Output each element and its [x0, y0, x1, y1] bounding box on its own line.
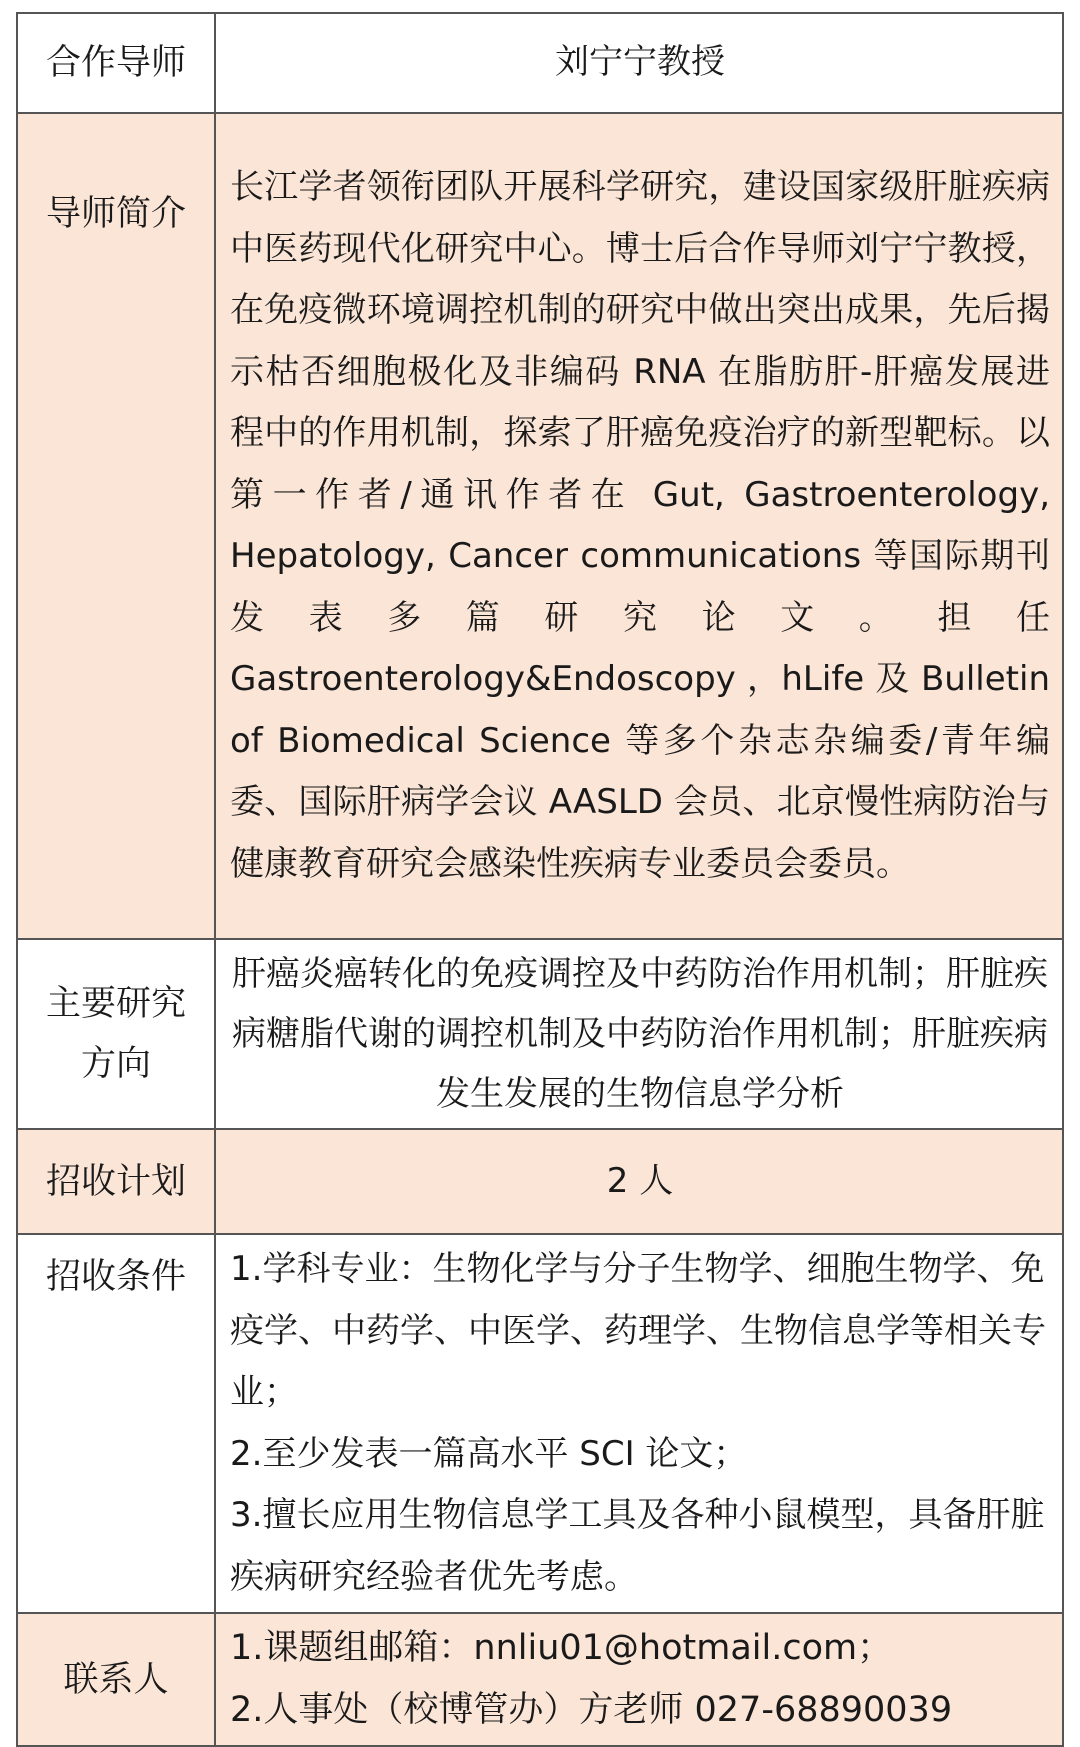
intro-label: 导师简介	[17, 113, 215, 939]
contact-item-2: 2.人事处（校博管办）方老师 027-68890039	[230, 1689, 953, 1730]
research-label-line1: 主要研究	[45, 984, 186, 1024]
plan-label: 招收计划	[17, 1129, 215, 1234]
intro-text: 长江学者领衔团队开展科学研究，建设国家级肝脏疾病中医药现代化研究中心。博士后合作导师刘宁宁教授，在免疫微环境调控机制的研究中做出突出成果，先后揭示枯否细胞极化及非编码 RNA 在脂肪肝-肝癌发展进程中的作用机制，探索了肝癌免疫治疗的新型靶标。以第一作者/通讯作者在 Gut, Gastroenterology, Hepatology, Cancer communications 等国际期刊发表多篇研究论文。担任 Gastroenterology&Endoscopy ，hLife 及 Bulletin of Biomedical Science 等多个杂志杂编委/青年编委、国际肝病学会议 AASLD 会员、北京慢性病防治与健康教育研究会感染性疾病专业委员会委员。	[215, 113, 1063, 939]
condition-item-1: 1.学科专业：生物化学与分子生物学、细胞生物学、免疫学、中药学、中医学、药理学、生物信息学等相关专业；	[230, 1249, 1046, 1412]
condition-item-2: 2.至少发表一篇高水平 SCI 论文；	[230, 1433, 748, 1474]
row-plan	[17, 1129, 1063, 1234]
research-text: 肝癌炎癌转化的免疫调控及中药防治作用机制；肝脏疾病糖脂代谢的调控机制及中药防治作用机制；肝脏疾病发生发展的生物信息学分析	[215, 939, 1063, 1129]
plan-value: 2 人	[215, 1129, 1063, 1234]
research-label	[17, 939, 215, 1129]
recruitment-table	[16, 12, 1064, 1747]
conditions-text	[215, 1234, 1063, 1613]
conditions-label: 招收条件	[17, 1234, 215, 1613]
contact-item-1: 1.课题组邮箱：nnliu01@hotmail.com；	[230, 1628, 893, 1668]
advisor-label: 合作导师	[17, 13, 215, 113]
row-intro	[17, 113, 1063, 939]
row-conditions	[17, 1234, 1063, 1613]
row-research	[17, 939, 1063, 1129]
advisor-name: 刘宁宁教授	[215, 13, 1063, 113]
row-advisor	[17, 13, 1063, 113]
research-label-line2: 方向	[80, 1044, 151, 1084]
condition-item-3: 3.擅长应用生物信息学工具及各种小鼠模型，具备肝脏疾病研究经验者优先考虑。	[230, 1495, 1045, 1597]
contact-label: 联系人	[17, 1613, 215, 1746]
contact-text	[215, 1613, 1063, 1746]
row-contact	[17, 1613, 1063, 1746]
